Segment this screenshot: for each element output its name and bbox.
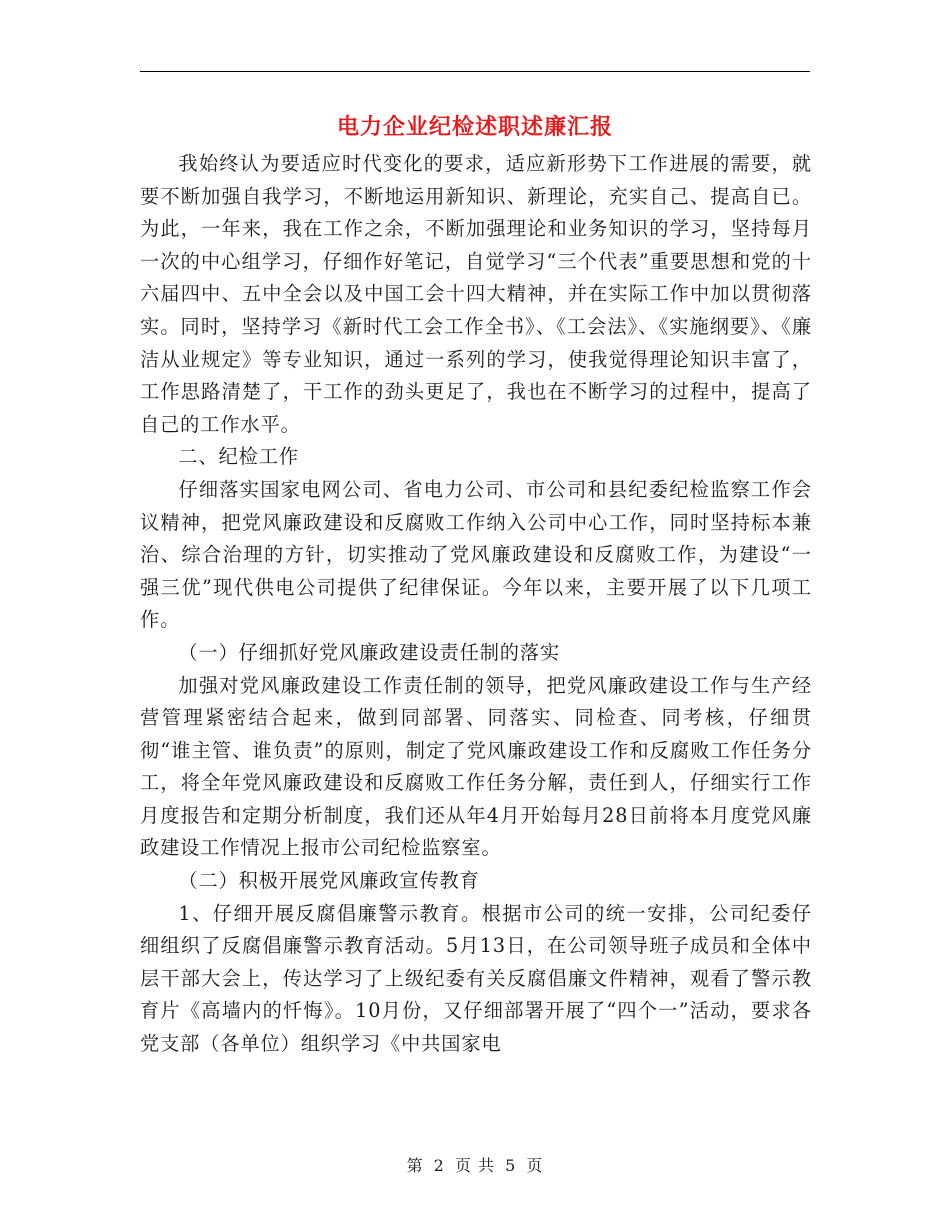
footer-suffix: 页 xyxy=(526,1156,544,1175)
paragraph-learning: 我始终认为要适应时代变化的要求，适应新形势下工作进展的需要，就要不断加强自我学习，不断地运用新知识、新理论，充实自己、提高自已。为此，一年来，我在工作之余，不断加强理论和业务知识的学习，坚持每月一次的中心组学习，仔细作好笔记，自觉学习“三个代表”重要思想和党的十六届四中、五中全会以及中国工会十四大精神，并在实际工作中加以贯彻落实。同时，坚持学习《新时代工会工作全书》、《工会法》、《实施纲要》、《廉洁从业规定》等专业知识，通过一系列的学习，使我觉得理论知识丰富了，工作思路清楚了，干工作的劲头更足了，我也在不断学习的过程中，提高了自己的工作水平。 xyxy=(140,152,812,436)
paragraph-discipline-intro: 仔细落实国家电网公司、省电力公司、市公司和县纪委纪检监察工作会议精神，把党风廉政建设和反腐败工作纳入公司中心工作，同时坚持标本兼治、综合治理的方针，切实推动了党风廉政建设和反腐败工作，为建设“一强三优”现代供电公司提供了纪律保证。今年以来，主要开展了以下几项工作。 xyxy=(140,477,812,632)
subheading-responsibility: （一）仔细抓好党风廉政建设责任制的落实 xyxy=(178,640,561,664)
paragraph-warning-education: 1、仔细开展反腐倡廉警示教育。根据市公司的统一安排，公司纪委仔细组织了反腐倡廉警示教育活动。5月13日，在公司领导班子成员和全体中层干部大会上，传达学习了上级纪委有关反腐倡廉文件精神，观看了警示教育片《高墙内的忏悔》。10月份，又仔细部署开展了“四个一”活动，要求各党支部（各单位）组织学习《中共国家电 xyxy=(140,901,812,1056)
paragraph-responsibility: 加强对党风廉政建设工作责任制的领导，把党风廉政建设工作与生产经营管理紧密结合起来，做到同部署、同落实、同检查、同考核，仔细贯彻“谁主管、谁负责”的原则，制定了党风廉政建设工作和反腐败工作任务分工，将全年党风廉政建设和反腐败工作任务分解，责任到人，仔细实行工作月度报告和定期分析制度，我们还从年4月开始每月28日前将本月度党风廉政建设工作情况上报市公司纪检监察室。 xyxy=(140,673,812,860)
page-footer xyxy=(0,1153,950,1176)
document-body xyxy=(140,148,812,1061)
section-heading-discipline: 二、纪检工作 xyxy=(178,445,299,469)
header-rule xyxy=(140,71,810,72)
footer-page-number: 2 xyxy=(433,1156,445,1175)
subheading-education: （二）积极开展党风廉政宣传教育 xyxy=(178,869,480,893)
footer-total-pages: 5 xyxy=(505,1156,517,1175)
document-title: 电力企业纪检述职述廉汇报 xyxy=(336,114,613,140)
footer-middle: 页 共 xyxy=(454,1156,496,1175)
footer-prefix: 第 xyxy=(406,1156,424,1175)
